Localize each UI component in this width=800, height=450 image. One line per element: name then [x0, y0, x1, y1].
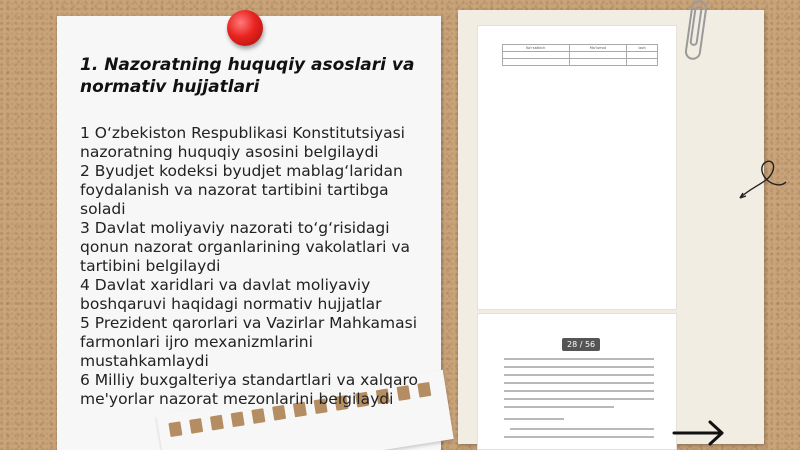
list-item: 3 Davlat moliyaviy nazorati to‘g‘risidagi qonun nazorat organlarining vakolatlari va tartibini belgilaydi [80, 219, 411, 275]
slide-title: 1. Nazoratning huquqiy asoslari va normativ hujjatlari [80, 55, 415, 97]
text-line [504, 436, 654, 438]
text-line [504, 390, 654, 392]
table-header: Ko'rsatkich [503, 45, 570, 52]
page-counter-badge: 28 / 56 [562, 338, 600, 351]
list-item: 5 Prezident qarorlari va Vazirlar Mahkamasi farmonlari ijro mexanizmlarini mustahkamlaydi [80, 314, 418, 370]
next-arrow-icon [672, 418, 728, 448]
document-page-bottom [477, 313, 677, 450]
list-item: 1 O‘zbekiston Respublikasi Konstitutsiyasi nazoratning huquqiy asosini belgilaydi [80, 124, 405, 161]
text-line [510, 428, 654, 430]
push-pin-icon [227, 10, 263, 46]
text-line [504, 374, 654, 376]
text-line [504, 406, 614, 408]
text-line [504, 358, 654, 360]
text-line [504, 398, 654, 400]
list-item: 2 Byudjet kodeksi byudjet mablag‘laridan foydalanish va nazorat tartibini tartibga soladi [80, 162, 403, 218]
document-table [502, 44, 658, 66]
list-item: 4 Davlat xaridlari va davlat moliyaviy boshqaruvi haqidagi normativ hujjatlar [80, 276, 382, 313]
table-header: Ma'lumot [569, 45, 627, 52]
text-line [504, 382, 654, 384]
text-line [504, 418, 564, 420]
table-header: Izoh [627, 45, 658, 52]
text-line [504, 366, 654, 368]
slide-item-list [80, 124, 420, 409]
doodle-arrow-icon [738, 150, 788, 210]
document-page-top [477, 25, 677, 310]
list-item: 6 Milliy buxgalteriya standartlari va xalqaro me'yorlar nazorat mezonlarini belgilaydi [80, 371, 418, 408]
